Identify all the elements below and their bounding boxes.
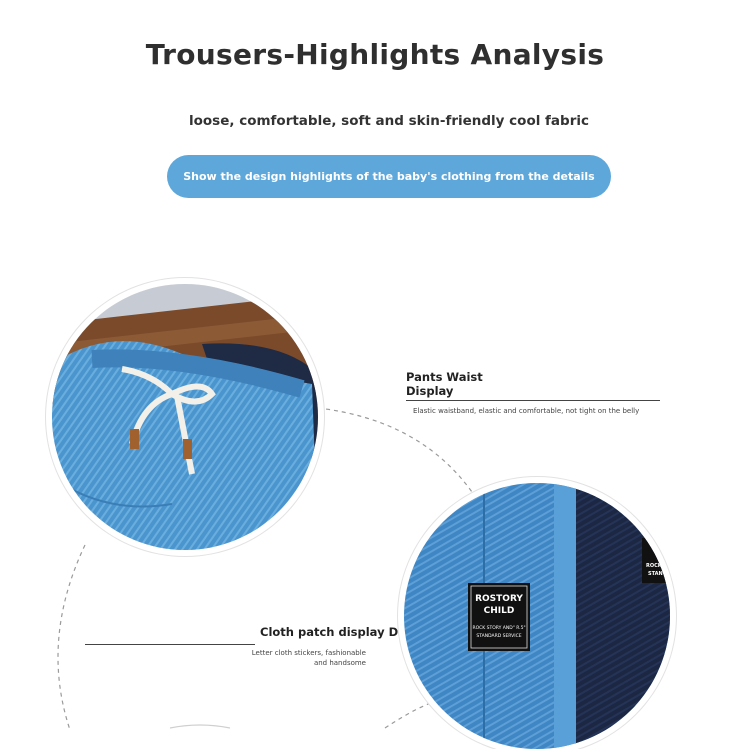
- highlight-desc-waist: Elastic waistband, elastic and comfortable, not tight on the belly: [413, 407, 640, 415]
- side-patch-line2: STAN: [648, 571, 663, 577]
- banner-text: Show the design highlights of the baby's clothing from the details: [183, 170, 595, 183]
- side-patch-line1: ROCK S: [646, 563, 667, 569]
- highlight-rule-patch: [85, 644, 255, 645]
- patch-line1: ROSTORY: [475, 594, 523, 604]
- highlight-title-patch: Cloth patch display D: [260, 625, 399, 639]
- highlight-rule-waist: [406, 400, 660, 401]
- waistband-photo: [52, 284, 318, 550]
- page-title: Trousers-Highlights Analysis: [145, 38, 605, 71]
- highlight-title-waist: Pants Waist Display: [406, 370, 483, 398]
- patch-line2: CHILD: [483, 606, 515, 616]
- patch-photo: [404, 483, 670, 749]
- highlight-desc-patch: Letter cloth stickers, fashionable and handsome: [251, 649, 366, 667]
- page-subtitle: loose, comfortable, soft and skin-friendly cool fabric: [189, 113, 589, 129]
- patch-line3: ROCK STORY AND" R.5": [472, 626, 526, 631]
- patch-line4: STANDARD SERVICE: [476, 634, 522, 639]
